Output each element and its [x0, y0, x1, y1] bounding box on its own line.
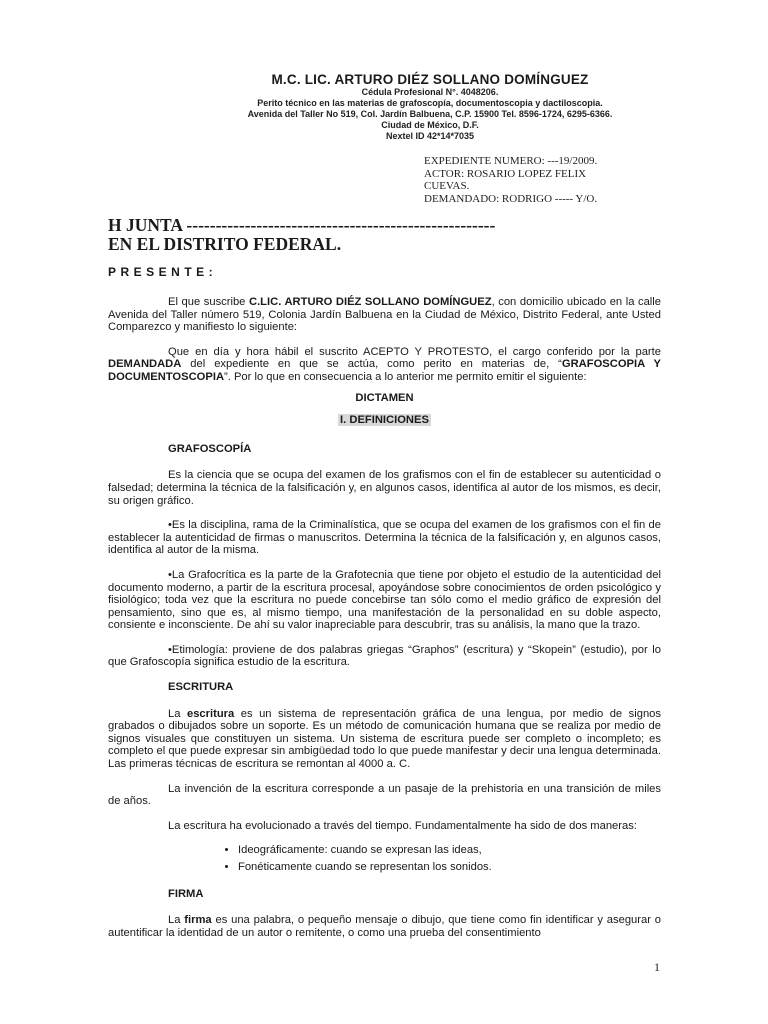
escritura-paragraph-1 — [108, 708, 661, 771]
firma-heading: FIRMA — [168, 887, 204, 900]
letterhead-nextel: Nextel ID 42*14*7035 — [385, 131, 475, 141]
case-number: EXPEDIENTE NUMERO: ---19/2009. — [424, 155, 598, 167]
letterhead-address: Avenida del Taller No 519, Col. Jardín Balbuena, C.P. 15900 Tel. 8596-1724, 6295-6366. — [247, 109, 613, 119]
text-span: es un sistema de representación gráfica de una lengua, por medio de signos grabados o dibujados sobre un soporte. Es un método de comunicación humana que se realiza por medio de signos visuales que constituyen un sistema. Un sistema de escritura puede ser completo o incompleto; es completo el que puede expresar sin ambigüedad todo lo que puede manifestar y decir una lengua determinada. Las primeras técnicas de escritura se remontan al 4000 a. C. — [108, 707, 661, 771]
page-number: 1 — [654, 960, 660, 974]
grafoscopia-paragraph-3: •La Grafocrítica es la parte de la Grafotecnia que tiene por objeto el estudio de la autenticidad del documento moderno, a partir de la escritura procesal, apoyándose sobre conocimientos de orden psicológico y fisiológico; toda vez que la escritura no puede concebirse tan sólo como el medio gráfico de expresión del pensamiento, sino que es, al mismo tiempo, una manifestación de la personalidad en su doble aspecto, consiente e inconsciente. De ahí su valor inapreciable para descubrir, tras su análisis, la mano que la trazo. — [108, 568, 661, 632]
firma-paragraph-1 — [108, 914, 661, 939]
signer-name: C.LIC. ARTURO DIÉZ SOLLANO DOMÍNGUEZ — [248, 296, 492, 308]
escritura-paragraph-3: La escritura ha evolucionado a través del tiempo. Fundamentalmente ha sido de dos maneras: — [168, 819, 637, 832]
text-span: , con domicilio ubicado en la calle Avenida del Taller número 519, Colonia Jardín Balbuena en la Ciudad de México, Distrito Federal, ante Usted Comparezco y manifiesto lo siguiente: — [108, 296, 661, 334]
dictamen-heading: DICTAMEN — [355, 391, 414, 404]
escritura-paragraph-2: La invención de la escritura corresponde a un pasaje de la prehistoria en una transición de miles de años. — [108, 782, 661, 808]
term-firma: firma — [184, 914, 212, 927]
definiciones-label: I. DEFINICIONES — [340, 414, 429, 427]
case-actor: ACTOR: ROSARIO LOPEZ FELIX — [424, 167, 587, 180]
addressee-line-2: EN EL DISTRITO FEDERAL. — [108, 234, 342, 254]
case-actor-cont: CUEVAS. — [424, 180, 470, 192]
escritura-bullet-list — [108, 844, 661, 873]
letterhead — [200, 72, 660, 142]
case-info — [424, 155, 644, 205]
list-item: • Ideográficamente: cuando se expresan las ideas, — [238, 844, 661, 857]
letterhead-city: Ciudad de México, D.F. — [381, 120, 479, 130]
text-span: del expediente en que se actúa, como perito en materias de, “ — [181, 358, 562, 371]
grafoscopia-paragraph-1: Es la ciencia que se ocupa del examen de los grafismos con el fin de establecer su autenticidad o falsedad; determina la técnica de la falsificación y, en algunos casos, identifica al autor de los mismos, es decir, su origen gráfico. — [108, 469, 661, 507]
letterhead-cedula: Cédula Profesional N°. 4048206. — [361, 87, 499, 97]
grafoscopia-heading: GRAFOSCOPÍA — [168, 442, 252, 455]
addressee-line-1: H JUNTA ----------------------------------------------------- — [108, 215, 496, 235]
addressee — [108, 216, 495, 254]
grafoscopia-paragraph-2: •Es la disciplina, rama de la Criminalística, que se ocupa del examen de los grafismos con el fin de establecer la autenticidad de firmas o manuscritos. Determina la técnica de la falsificación y, en algunos casos, identifica al autor de la misma. — [108, 519, 661, 557]
list-item: • Fonéticamente cuando se representan los sonidos. — [238, 861, 661, 874]
case-defendant: DEMANDADO: RODRIGO ----- Y/O. — [424, 192, 598, 205]
text-span: El que suscribe — [168, 296, 249, 308]
text-span: La — [168, 914, 185, 927]
letterhead-name: M.C. LIC. ARTURO DIÉZ SOLLANO DOMÍNGUEZ — [271, 72, 589, 87]
definiciones-heading — [108, 414, 661, 427]
text-span: La — [168, 707, 187, 720]
text-span: ”. Por lo que en consecuencia a lo anterior me permito emitir el siguiente: — [224, 370, 587, 383]
grafoscopia-paragraph-4: •Etimología: proviene de dos palabras griegas “Graphos” (escritura) y “Skopein” (estudio), por lo que Grafoscopía significa estudio de la escritura. — [108, 643, 661, 669]
subject-matter: GRAFOSCOPIA Y DOCUMENTOSCOPIA — [108, 358, 661, 383]
escritura-heading: ESCRITURA — [168, 681, 234, 694]
term-escritura: escritura — [186, 707, 235, 720]
letterhead-perito: Perito técnico en las materias de grafoscopía, documentoscopia y dactiloscopia. — [257, 98, 603, 108]
intro-paragraph-2 — [108, 346, 661, 384]
intro-paragraph-1 — [108, 296, 661, 334]
document-body — [108, 296, 661, 951]
party-label: DEMANDADA — [108, 358, 182, 371]
presente-heading: PRESENTE: — [108, 265, 218, 279]
text-span: es una palabra, o pequeño mensaje o dibujo, que tiene como fin identificar y asegurar o autentificar la identidad de un autor o remitente, o como una prueba del consentimiento — [108, 914, 661, 939]
text-span: Que en día y hora hábil el suscrito ACEPTO Y PROTESTO, el cargo conferido por la parte — [168, 345, 661, 358]
